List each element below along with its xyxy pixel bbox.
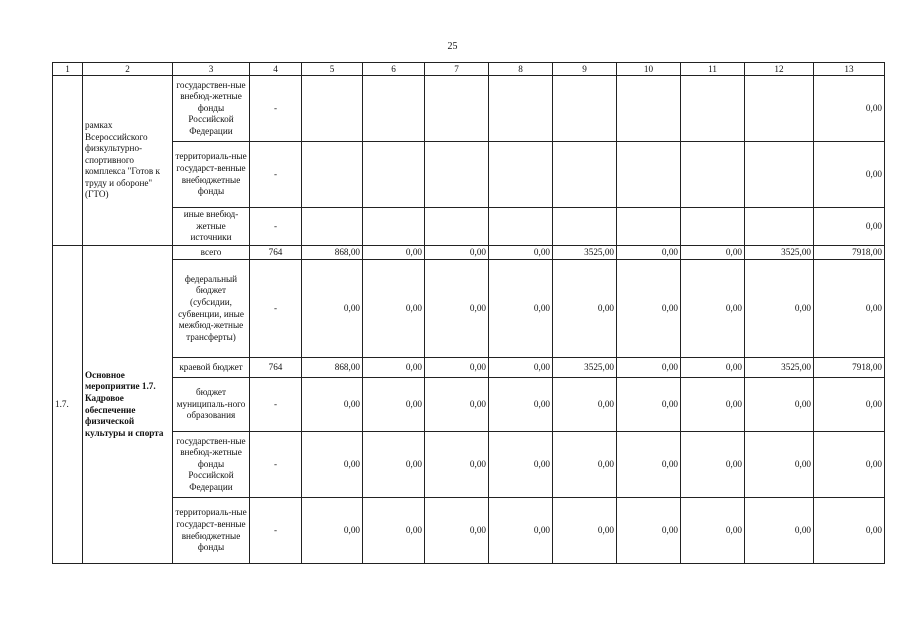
- cell-col-7: 0,00: [425, 432, 489, 498]
- cell-col-5: 0,00: [302, 432, 363, 498]
- cell-col-11: [681, 208, 745, 246]
- cell-col-13: 0,00: [814, 378, 885, 432]
- cell-col-5: 0,00: [302, 498, 363, 564]
- header-col-3: 3: [173, 63, 250, 76]
- budget-table: [52, 62, 885, 564]
- cell-col-8: [489, 76, 553, 142]
- header-row: [53, 63, 885, 76]
- cell-col-10: 0,00: [617, 358, 681, 378]
- cell-col-7: 0,00: [425, 498, 489, 564]
- header-col-4: 4: [250, 63, 302, 76]
- funding-source: государствен-ные внебюд-жетные фонды Российской Федерации: [173, 432, 250, 498]
- cell-col-7: 0,00: [425, 260, 489, 358]
- cell-col-5: 868,00: [302, 246, 363, 260]
- cell-col-8: 0,00: [489, 246, 553, 260]
- funding-source: федеральный бюджет (субсидии, субвенции, иные межбюд-жетные трансферты): [173, 260, 250, 358]
- cell-col-11: 0,00: [681, 358, 745, 378]
- header-col-7: 7: [425, 63, 489, 76]
- cell-col-10: [617, 208, 681, 246]
- cell-col-9: 0,00: [553, 432, 617, 498]
- funding-source: краевой бюджет: [173, 358, 250, 378]
- header-col-8: 8: [489, 63, 553, 76]
- cell-col-7: [425, 208, 489, 246]
- table-row: [53, 378, 885, 432]
- table-row: [53, 208, 885, 246]
- cell-col-8: 0,00: [489, 498, 553, 564]
- cell-col-5: [302, 76, 363, 142]
- cell-col-10: [617, 142, 681, 208]
- cell-col-4: -: [250, 142, 302, 208]
- cell-col-7: 0,00: [425, 378, 489, 432]
- header-col-6: 6: [363, 63, 425, 76]
- cell-col-13: 7918,00: [814, 246, 885, 260]
- cell-col-5: 868,00: [302, 358, 363, 378]
- cell-col-13: 0,00: [814, 260, 885, 358]
- header-col-9: 9: [553, 63, 617, 76]
- cell-col-9: [553, 142, 617, 208]
- cell-col-13: 0,00: [814, 76, 885, 142]
- cell-col-10: 0,00: [617, 432, 681, 498]
- header-col-2: 2: [83, 63, 173, 76]
- table-row: [53, 76, 885, 142]
- row-code: 1.7.: [53, 246, 83, 564]
- row-code: [53, 76, 83, 246]
- cell-col-4: -: [250, 76, 302, 142]
- cell-col-11: 0,00: [681, 432, 745, 498]
- cell-col-6: 0,00: [363, 246, 425, 260]
- cell-col-13: 7918,00: [814, 358, 885, 378]
- cell-col-13: 0,00: [814, 142, 885, 208]
- header-col-10: 10: [617, 63, 681, 76]
- cell-col-9: [553, 208, 617, 246]
- table-row: [53, 498, 885, 564]
- cell-col-4: -: [250, 208, 302, 246]
- cell-col-4: -: [250, 378, 302, 432]
- cell-col-10: [617, 76, 681, 142]
- cell-col-8: 0,00: [489, 260, 553, 358]
- cell-col-8: [489, 208, 553, 246]
- cell-col-12: 3525,00: [745, 358, 814, 378]
- header-col-13: 13: [814, 63, 885, 76]
- cell-col-6: 0,00: [363, 378, 425, 432]
- header-col-5: 5: [302, 63, 363, 76]
- cell-col-8: [489, 142, 553, 208]
- table-row: [53, 246, 885, 260]
- cell-col-8: 0,00: [489, 378, 553, 432]
- cell-col-5: 0,00: [302, 260, 363, 358]
- table-row: [53, 260, 885, 358]
- cell-col-4: 764: [250, 246, 302, 260]
- cell-col-11: [681, 76, 745, 142]
- funding-source: иные внебюд-жетные источники: [173, 208, 250, 246]
- cell-col-12: 0,00: [745, 498, 814, 564]
- cell-col-7: [425, 76, 489, 142]
- cell-col-9: 0,00: [553, 260, 617, 358]
- cell-col-6: 0,00: [363, 498, 425, 564]
- cell-col-10: 0,00: [617, 260, 681, 358]
- cell-col-4: -: [250, 498, 302, 564]
- cell-col-11: 0,00: [681, 378, 745, 432]
- cell-col-6: 0,00: [363, 432, 425, 498]
- cell-col-11: 0,00: [681, 498, 745, 564]
- cell-col-11: 0,00: [681, 260, 745, 358]
- funding-source: государствен-ные внебюд-жетные фонды Российской Федерации: [173, 76, 250, 142]
- cell-col-13: 0,00: [814, 208, 885, 246]
- funding-source: территориаль-ные государст-венные внебюджетные фонды: [173, 142, 250, 208]
- activity-name: рамках Всероссийского физкультурно-спортивного комплекса "Готов к труду и обороне" (ГТО): [83, 76, 173, 246]
- cell-col-7: 0,00: [425, 358, 489, 378]
- cell-col-10: 0,00: [617, 246, 681, 260]
- funding-source: бюджет муниципаль-ного образования: [173, 378, 250, 432]
- table-row: [53, 358, 885, 378]
- cell-col-12: 0,00: [745, 260, 814, 358]
- cell-col-9: 3525,00: [553, 358, 617, 378]
- header-col-12: 12: [745, 63, 814, 76]
- cell-col-12: [745, 76, 814, 142]
- cell-col-13: 0,00: [814, 432, 885, 498]
- cell-col-6: [363, 142, 425, 208]
- cell-col-5: 0,00: [302, 378, 363, 432]
- funding-source: всего: [173, 246, 250, 260]
- cell-col-4: -: [250, 432, 302, 498]
- cell-col-7: 0,00: [425, 246, 489, 260]
- cell-col-13: 0,00: [814, 498, 885, 564]
- header-col-1: 1: [53, 63, 83, 76]
- cell-col-6: 0,00: [363, 358, 425, 378]
- header-col-11: 11: [681, 63, 745, 76]
- table-row: [53, 432, 885, 498]
- cell-col-7: [425, 142, 489, 208]
- cell-col-12: [745, 142, 814, 208]
- cell-col-10: 0,00: [617, 378, 681, 432]
- cell-col-11: [681, 142, 745, 208]
- activity-name: Основное мероприятие 1.7. Кадровое обеспечение физической культуры и спорта: [83, 246, 173, 564]
- cell-col-6: [363, 208, 425, 246]
- cell-col-12: [745, 208, 814, 246]
- cell-col-12: 0,00: [745, 378, 814, 432]
- cell-col-9: 0,00: [553, 498, 617, 564]
- page-number: 25: [447, 41, 458, 52]
- cell-col-12: 3525,00: [745, 246, 814, 260]
- funding-source: территориаль-ные государст-венные внебюджетные фонды: [173, 498, 250, 564]
- cell-col-9: 3525,00: [553, 246, 617, 260]
- cell-col-6: 0,00: [363, 260, 425, 358]
- cell-col-8: 0,00: [489, 358, 553, 378]
- cell-col-12: 0,00: [745, 432, 814, 498]
- cell-col-11: 0,00: [681, 246, 745, 260]
- cell-col-10: 0,00: [617, 498, 681, 564]
- cell-col-4: 764: [250, 358, 302, 378]
- cell-col-9: [553, 76, 617, 142]
- cell-col-5: [302, 142, 363, 208]
- cell-col-5: [302, 208, 363, 246]
- cell-col-6: [363, 76, 425, 142]
- cell-col-4: -: [250, 260, 302, 358]
- table-row: [53, 142, 885, 208]
- cell-col-8: 0,00: [489, 432, 553, 498]
- cell-col-9: 0,00: [553, 378, 617, 432]
